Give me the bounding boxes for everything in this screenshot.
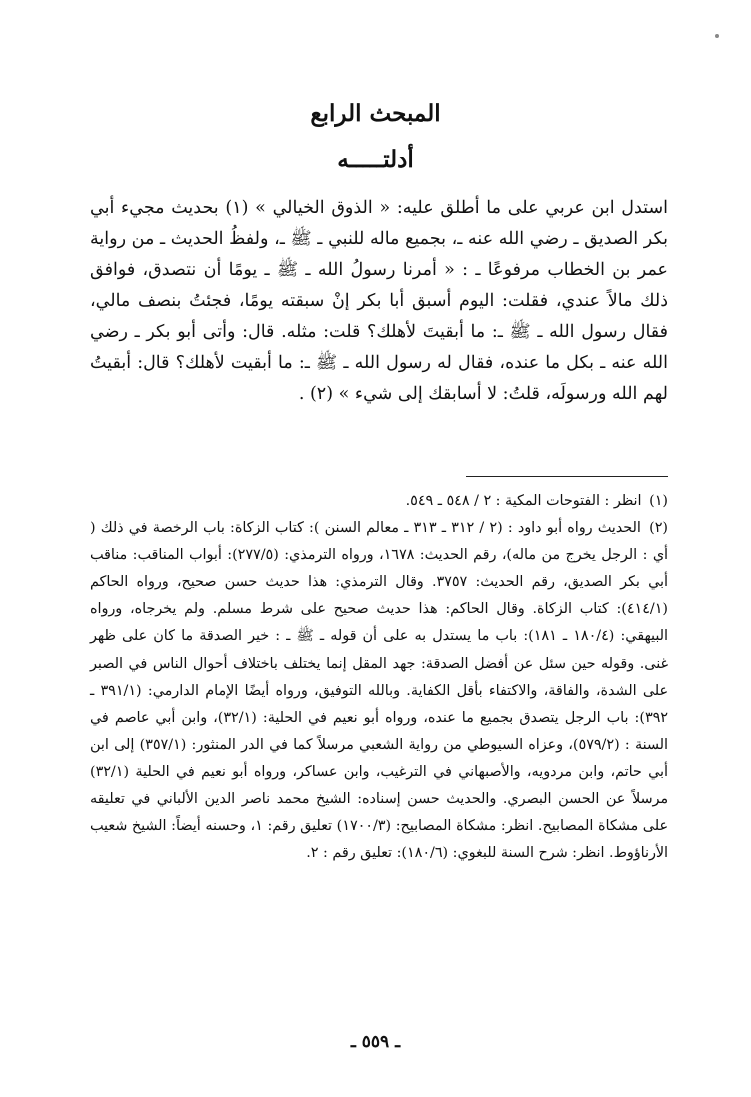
- section-title: المبحث الرابع: [310, 100, 441, 127]
- page-number: ـ ٥٥٩ ـ: [350, 1032, 401, 1052]
- footnote-2: [90, 515, 668, 867]
- main-paragraph: استدل ابن عربي على ما أطلق عليه: « الذوق الخيالي » (١) بحديث مجيء أبي بكر الصديق ـ رضي الله عنه ـ، بجميع ماله للنبي ـ ﷺ ـ، ولفظُ الحديث ـ من رواية عمر بن الخطاب مرفوعًا ـ : « أمرنا رسولُ الله ـ ﷺ ـ يومًا أن نتصدق، فوافق ذلك مالاً عندي، فقلت: اليوم أسبق أبا بكر إنْ سبقته يومًا، فجئتُ بنصف مالي، فقال رسول الله ـ ﷺ ـ: ما أبقيتَ لأهلك؟ قلت: مثله. قال: وأتى أبو بكر ـ رضي الله عنه ـ بكل ما عنده، فقال له رسول الله ـ ﷺ ـ: ما أبقيت لأهلك؟ قال: أبقيتُ لهم الله ورسولَه، قلتُ: لا أسابقك إلى شيء » (٢) .: [90, 198, 668, 404]
- footnote-1: [90, 488, 668, 515]
- footnote-number: (١): [649, 493, 668, 509]
- footnote-text: الحديث رواه أبو داود : (٢ / ٣١٢ ـ ٣١٣ ـ معالم السنن ): كتاب الزكاة: باب الرخصة في ذلك ( أي : الرجل يخرج من ماله)، رقم الحديث: ١٦٧٨، ورواه الترمذي: (٢٧٧/٥): أبواب المناقب: مناقب أبي بكر الصديق، رقم الحديث: ٣٧٥٧. وقال الترمذي: هذا حديث حسن صحيح، ورواه الحاكم (٤١٤/١): كتاب الزكاة. وقال الحاكم: هذا حديث صحيح على شرط مسلم. ولم يخرجاه، ورواه البيهقي: (١٨٠/٤ ـ ١٨١): باب ما يستدل به على أن قوله ـ ﷺ ـ : خير الصدقة ما كان على ظهر غنى. وقوله حين سئل عن أفضل الصدقة: جهد المقل إنما يختلف باختلاف أحوال الناس في الصبر على الشدة، والفاقة، والاكتفاء بأقل الكفاية. وبالله التوفيق، ورواه أيضًا الإمام الدارمي: (٣٩١/١ ـ ٣٩٢): باب الرجل يتصدق بجميع ما عنده، ورواه أبو نعيم في الحلية: (٣٢/١)، وابن أبي عاصم في السنة : (٥٧٩/٢)، وعزاه السيوطي من رواية الشعبي مرسلاً كما في الدر المنثور: (٣٥٧/١) إلى ابن أبي حاتم، وابن مردويه، والأصبهاني في الترغيب، وابن عساكر، ورواه أبو نعيم في الحلية (٣٢/١) مرسلاً عن الحسن البصري. والحديث حسن إسناده: الشيخ محمد ناصر الدين الألباني في تعليقه على مشكاة المصابيح. انظر: مشكاة المصابيح: (١٧٠٠/٣) تعليق رقم: ١، وحسنه أيضاً: الشيخ شعيب الأرناؤوط. انظر: شرح السنة للبغوي: (١٨٠/٦): تعليق رقم : ٢.: [90, 520, 669, 862]
- section-subtitle: أدلتـــــه: [337, 146, 414, 173]
- footnote-divider: [466, 476, 668, 477]
- footnote-number: (٢): [649, 520, 668, 537]
- footnote-text: انظر : الفتوحات المكية : ٢ / ٥٤٨ ـ ٥٤٩.: [405, 493, 642, 509]
- scan-speck: [715, 34, 719, 38]
- footnotes: [90, 488, 668, 867]
- main-text: [90, 193, 668, 410]
